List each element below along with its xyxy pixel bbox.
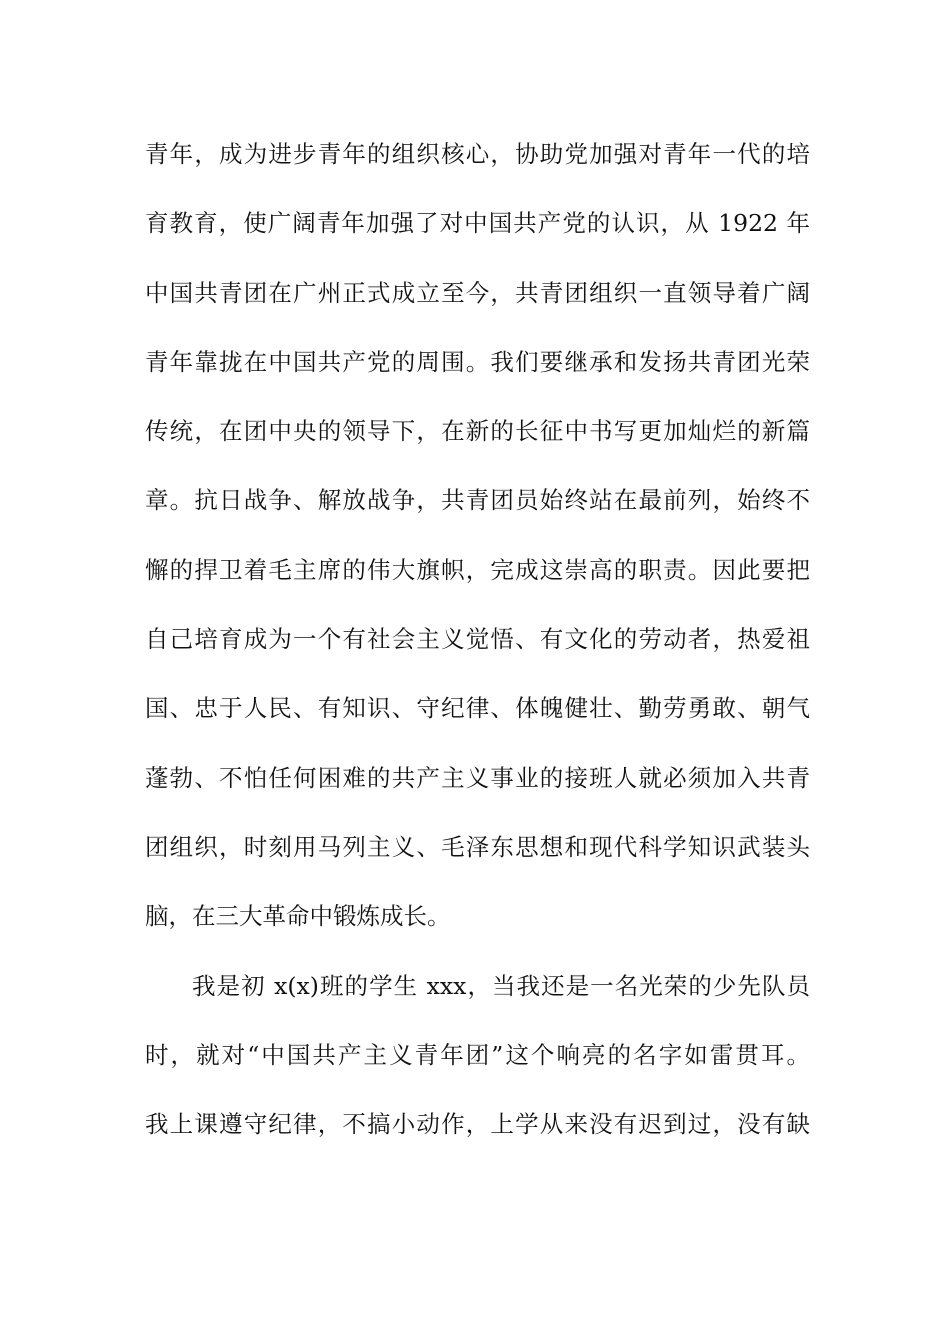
text-line-3: 中国共青团在广州正式成立至今，共青团组织一直领导着广阔 (145, 278, 810, 307)
text-line-8: 自己培育成为一个有社会主义觉悟、有文化的劳动者，热爱祖 (145, 625, 810, 654)
text-line-12: 脑，在三大革命中锻炼成长。 (145, 902, 451, 931)
text-line-14: 时，就对“中国共产主义青年团”这个响亮的名字如雷贯耳。 (145, 1040, 810, 1069)
text-line-11: 团组织，时刻用马列主义、毛泽东思想和现代科学知识武装头 (145, 832, 810, 861)
text-line-7: 懈的捍卫着毛主席的伟大旗帜，完成这崇高的职责。因此要把 (145, 555, 810, 584)
text-line-13: 我是初 x(x)班的学生 xxx，当我还是一名光荣的少先队员 (192, 971, 810, 1000)
text-line-10: 蓬勃、不怕任何困难的共产主义事业的接班人就必须加入共青 (145, 763, 810, 792)
text-line-4: 青年靠拢在中国共产党的周围。我们要继承和发扬共青团光荣 (145, 347, 810, 376)
text-line-15: 我上课遵守纪律，不搞小动作，上学从来没有迟到过，没有缺 (145, 1110, 810, 1139)
text-line-9: 国、忠于人民、有知识、守纪律、体魄健壮、勤劳勇敢、朝气 (145, 694, 810, 723)
body-text (145, 131, 810, 1170)
text-line-6: 章。抗日战争、解放战争，共青团员始终站在最前列，始终不 (145, 486, 810, 515)
text-line-1: 青年，成为进步青年的组织核心，协助党加强对青年一代的培 (145, 140, 810, 168)
text-line-5: 传统，在团中央的领导下，在新的长征中书写更加灿烂的新篇 (145, 417, 810, 446)
text-line-2: 育教育，使广阔青年加强了对中国共产党的认识，从 1922 年 (145, 209, 810, 238)
